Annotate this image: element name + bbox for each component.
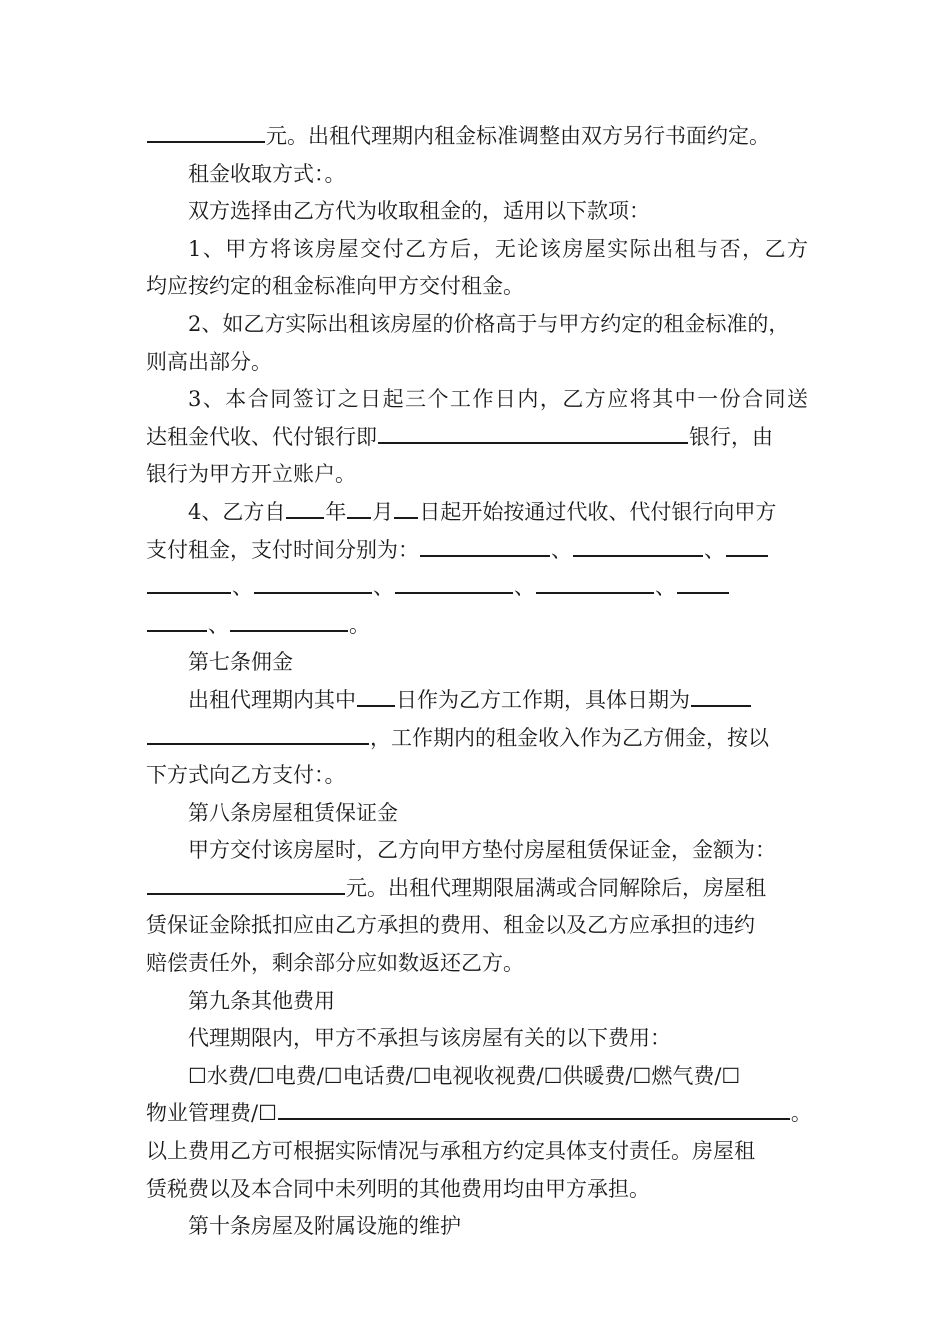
- text: 、: [514, 575, 535, 600]
- text: 元。出租代理期限届满或合同解除后，房屋租: [346, 875, 766, 900]
- text: 以上费用乙方可根据实际情况与承租方约定具体支付责任。房屋租: [146, 1139, 755, 1164]
- text: 达租金代收、代付银行即: [146, 424, 377, 449]
- text: ，工作期内的租金收入作为乙方佣金，按以: [370, 725, 769, 750]
- text: 银行为甲方开立账户。: [146, 462, 356, 487]
- item-3-line-2: [146, 419, 808, 457]
- text: 。: [349, 612, 370, 637]
- rent-collection-method: [146, 156, 808, 194]
- other-fee-field[interactable]: [278, 1100, 790, 1120]
- article-8-line-4: [146, 945, 808, 983]
- rent-adjustment-line: [146, 118, 808, 156]
- text: 、: [704, 537, 725, 562]
- text: 甲方交付该房屋时，乙方向甲方垫付房屋租赁保证金，金额为：: [188, 838, 776, 863]
- item-4-line-3: [146, 569, 808, 607]
- text: 第七条佣金: [188, 650, 293, 675]
- text: 日起开始按通过代收、代付银行向甲方: [419, 499, 777, 524]
- payment-date-field-3b[interactable]: [147, 574, 231, 594]
- text: 物业管理费/☐: [146, 1101, 277, 1126]
- item-2-line-1: [146, 306, 808, 344]
- text: 元。出租代理期内租金标准调整由双方另行书面约定。: [266, 124, 770, 148]
- text: 则高出部分。: [146, 349, 272, 374]
- text: 租金收取方式：。: [188, 161, 346, 186]
- deposit-amount-field[interactable]: [147, 875, 345, 895]
- item-4-line-2: [146, 532, 808, 570]
- month-field[interactable]: [347, 499, 371, 519]
- text: 双方选择由乙方代为收取租金的，适用以下款项：: [188, 199, 650, 224]
- article-9-heading: [146, 983, 808, 1021]
- article-9-line-4: [146, 1171, 808, 1209]
- text: 赔偿责任外，剩余部分应如数返还乙方。: [146, 951, 524, 976]
- text: 月: [372, 499, 394, 524]
- payment-date-field-4[interactable]: [254, 574, 372, 594]
- article-7-line-3: [146, 757, 808, 795]
- article-7-line-2: [146, 720, 808, 758]
- work-dates-field-a[interactable]: [691, 687, 751, 707]
- article-8-line-1: [146, 832, 808, 870]
- work-days-field[interactable]: [357, 687, 395, 707]
- text: 、: [208, 612, 229, 637]
- article-8-line-3: [146, 907, 808, 945]
- text: 出租代理期内其中: [188, 687, 356, 712]
- payment-date-field-2[interactable]: [573, 537, 703, 557]
- article-10-heading: [146, 1208, 808, 1246]
- text: 年: [325, 499, 347, 524]
- text: 支付租金，支付时间分别为：: [146, 537, 419, 562]
- fee-checkbox-list[interactable]: [146, 1058, 808, 1096]
- article-8-heading: [146, 795, 808, 833]
- payment-date-field-5[interactable]: [395, 574, 513, 594]
- rent-collection-clause: [146, 193, 808, 231]
- text: 2、如乙方实际出租该房屋的价格高于与甲方约定的租金标准的，: [188, 311, 790, 336]
- year-field[interactable]: [286, 499, 324, 519]
- item-3-line-1: [146, 381, 808, 419]
- text: 、: [373, 575, 394, 600]
- item-1-line-2: [146, 268, 808, 306]
- text: 第九条其他费用: [188, 988, 335, 1013]
- fee-checkbox-list-2[interactable]: [146, 1095, 812, 1133]
- payment-date-field-6[interactable]: [536, 574, 654, 594]
- item-3-line-3: [146, 456, 808, 494]
- text: 下方式向乙方支付：。: [146, 763, 346, 788]
- item-4-line-4: [146, 607, 808, 645]
- article-8-line-2: [146, 870, 808, 908]
- text: 第八条房屋租赁保证金: [188, 800, 398, 825]
- text: 代理期限内，甲方不承担与该房屋有关的以下费用：: [188, 1026, 671, 1051]
- text: 。: [790, 1101, 812, 1126]
- article-9-line-3: [146, 1133, 808, 1171]
- text: 赁税费以及本合同中未列明的其他费用均由甲方承担。: [146, 1176, 650, 1201]
- item-2-line-2: [146, 344, 808, 382]
- text: 日作为乙方工作期，具体日期为: [396, 687, 690, 712]
- article-9-line-1: [146, 1020, 808, 1058]
- text: 赁保证金除抵扣应由乙方承担的费用、租金以及乙方应承担的违约: [146, 913, 755, 938]
- article-7-line-1: [146, 682, 808, 720]
- text: 第十条房屋及附属设施的维护: [188, 1214, 461, 1239]
- text: ☐水费/☐电费/☐电话费/☐电视收视费/☐供暖费/☐燃气费/☐: [188, 1063, 741, 1088]
- text: 3、本合同签订之日起三个工作日内，乙方应将其中一份合同送: [188, 387, 808, 412]
- payment-date-field-7a[interactable]: [677, 574, 729, 594]
- text: 银行，由: [689, 424, 773, 449]
- day-field[interactable]: [394, 499, 418, 519]
- payment-date-field-1[interactable]: [420, 537, 550, 557]
- text: 、: [655, 575, 676, 600]
- bank-name-field[interactable]: [378, 424, 688, 444]
- text: 、: [232, 575, 253, 600]
- payment-date-field-8[interactable]: [230, 612, 348, 632]
- article-7-heading: [146, 644, 808, 682]
- item-1-line-1: [146, 231, 808, 269]
- work-dates-field-b[interactable]: [147, 725, 369, 745]
- blank-field[interactable]: [147, 123, 265, 143]
- text: 4、乙方自: [188, 499, 286, 524]
- text: 、: [551, 537, 572, 562]
- text: 1、甲方将该房屋交付乙方后，无论该房屋实际出租与否，乙方: [188, 236, 808, 261]
- item-4-line-1: [146, 494, 808, 532]
- contract-page: [146, 118, 812, 1246]
- payment-date-field-3a[interactable]: [726, 537, 768, 557]
- payment-date-field-7b[interactable]: [147, 612, 207, 632]
- text: 均应按约定的租金标准向甲方交付租金。: [146, 274, 524, 299]
